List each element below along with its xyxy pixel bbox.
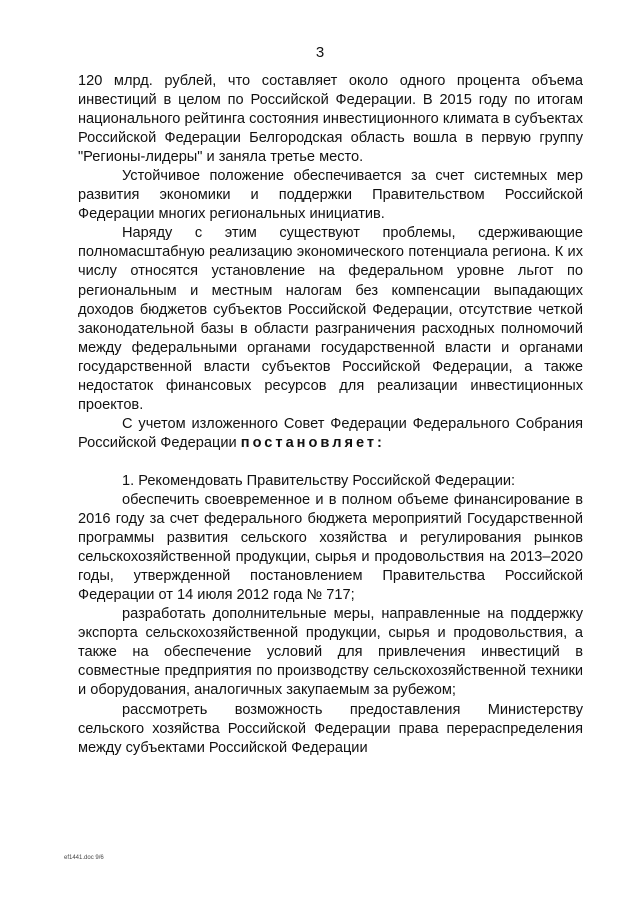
item-1-heading: 1. Рекомендовать Правительству Российской Федерации: [122, 472, 516, 489]
paragraph-stability: Устойчивое положение обеспечивается за счет системных мер развития экономики и поддержки Правительством Российской Федерации многих региональных инициатив. [78, 168, 583, 223]
page-number: 3 [315, 44, 325, 61]
item-1-provide-funding: обеспечить своевременное и в полном объеме финансирование в 2016 году за счет федерального бюджета мероприятий Государственной программы развития сельского хозяйства и регулирования рынков сельскохозяйственной продукции, сырья и продовольствия на 2013–2020 годы, утвержденной постановлением Правительства Российской Федерации от 14 июля 2012 года № 717; [78, 491, 583, 604]
footer-file-ref: ef1441.doc 9/6 [64, 855, 104, 861]
resolution-keyword: постановляет: [240, 434, 385, 451]
item-1-develop-measures: разработать дополнительные меры, направленные на поддержку экспорта сельскохозяйственной продукции, сырья и продовольствия, а также на обеспечение условий для привлечения инвестиций в совместные предприятия по производству сельскохозяйственной техники и оборудования, аналогичных закупаемым за рубежом; [78, 606, 583, 699]
paragraph-resolution [78, 415, 583, 453]
document-body [78, 72, 583, 758]
resolution-lead: С учетом изложенного Совет Федерации Федерального Собрания Российской Федерации [78, 415, 583, 451]
item-1-consider-possibility: рассмотреть возможность предоставления Министерству сельского хозяйства Российской Федерации права перераспределения между субъектами Российской Федерации [78, 701, 583, 756]
paragraph-problems: Наряду с этим существуют проблемы, сдерживающие полномасштабную реализацию экономического потенциала региона. К их числу относятся установление на федеральном уровне льгот по региональным и местным налогам без компенсации выпадающих доходов бюджетов субъектов Российской Федерации, отсутствие четкой законодательной базы в области разграничения расходных полномочий между федеральными органами государственной власти и органами государственной власти субъектов Российской Федерации, а также недостаток финансовых ресурсов для реализации инвестиционных проектов. [78, 225, 583, 413]
paragraph-investment: 120 млрд. рублей, что составляет около одного процента объема инвестиций в целом по Российской Федерации. В 2015 году по итогам национального рейтинга состояния инвестиционного климата в субъектах Российской Федерации Белгородская область вошла в первую группу "Регионы-лидеры" и заняла третье место. [78, 73, 583, 166]
